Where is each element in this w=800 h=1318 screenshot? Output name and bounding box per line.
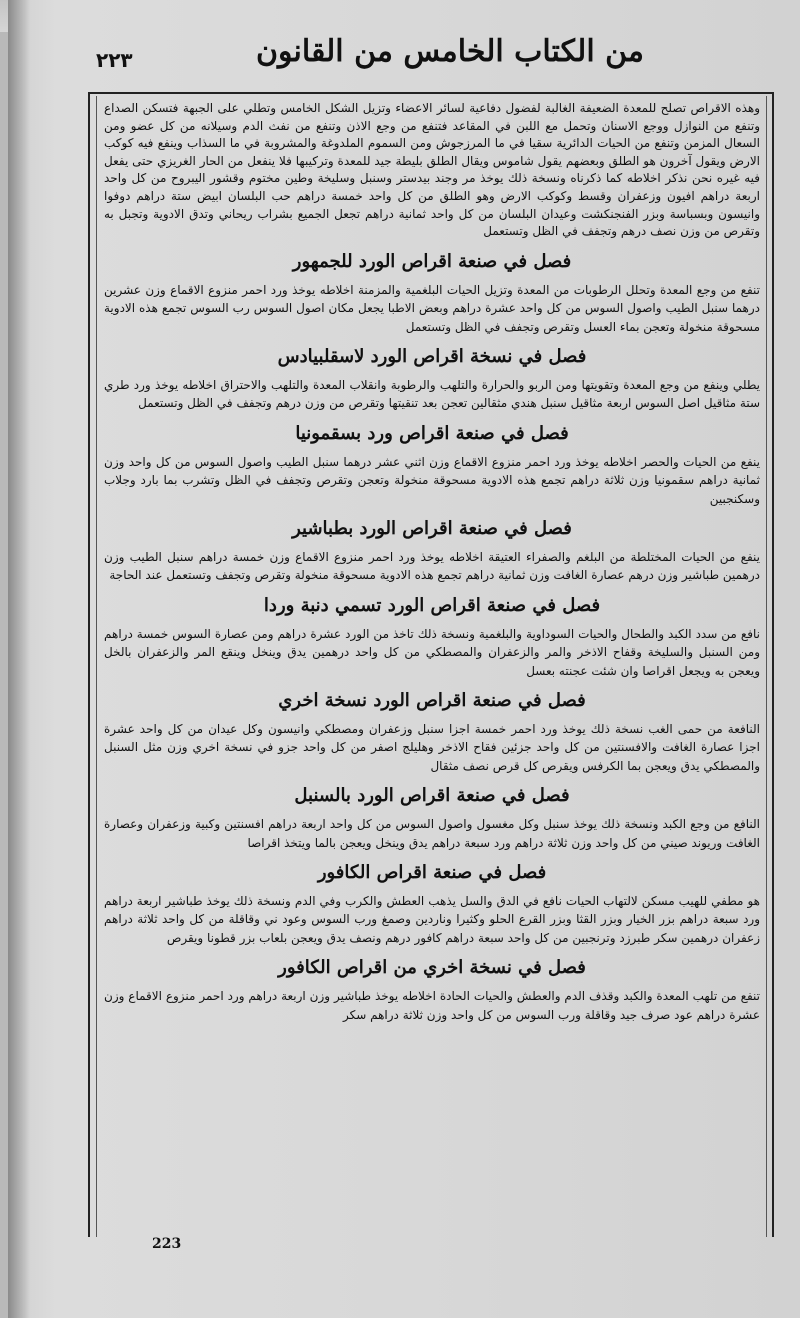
- section-heading: فصل في صنعة اقراص الورد للجمهور: [292, 250, 572, 272]
- section-heading: فصل في صنعة اقراص الورد نسخة اخري: [278, 690, 586, 712]
- section: [104, 955, 760, 1024]
- section-heading: فصل في صنعة اقراص الورد تسمي دنبة وردا: [263, 594, 601, 616]
- intro-paragraph: وهذه الاقراص تصلح للمعدة الضعيفة الغالبة لفضول دفاعية لسائر الاعضاء وتزيل الشكل الخامس وتطلي على الجبهة فتسكن الصداع وتنفع من النوازل ووجع الاسنان وتحمل مع اللبن في المقاعد فتنفع من وجع الاذن وتنفع من نفث الدم وسيلانه من كل عضو ومن السعال المزمن وتنفع من الحيات الدائرية سقيا في ما المرزجوش ومن السموم الملدوغة والمشروبة في ما السذاب وينفع فيه كوكب الارض ويقول آخرون هو الطلق وبعضهم يقول شاموس ويقال الطلق بليطة جيد للمعدة وتركيبها فلا ينفعل من الحار الغريزي حتى يفعل فيه غيره نحن نذكر اخلاطه كما ذكرناه ونسخة ذلك يوخذ مر وجند بيدستر وسنبل وسليخة وطين مختوم وقشور اليبروح من كل واحد اربعة دراهم افيون وزعفران وقسط وكوكب الارض وهو الطلق من كل واحد خمسة دراهم حب البلسان ابيض ستة دراهم دوفوا وانيسون وبسباسة وبزر الفنجنكشت وعيدان البلسان من كل واحد ثمانية دراهم تجعل الجميع بشراب ريحاني وتدق الادوية وتجبل به وتقرص من وزن نصف درهم وتجفف في الظل وتستعمل: [104, 101, 760, 239]
- section-heading: فصل في نسخة اقراص الورد لاسقلبيادس: [277, 345, 587, 367]
- section: [104, 688, 760, 775]
- section: [104, 516, 760, 585]
- section: [104, 593, 760, 680]
- section: [104, 421, 760, 508]
- page-number-bottom: 223: [152, 1236, 182, 1252]
- section-text: ينفع من الحيات المختلطة من البلغم والصفراء العتيقة اخلاطه يوخذ ورد احمر منزوع الاقماع وزن خمسة دراهم سنبل الطيب وزن درهمين طباشير وزن درهم عصارة الغافت وزن ثمانية دراهم تجمع هذه الادوية مسحوقة منخولة وتقرص وتجفف وتستعمل عند الحاجة: [104, 550, 760, 583]
- section-text: النافع من وجع الكبد ونسخة ذلك يوخذ سنبل وكل مغسول واصول السوس من كل واحد اربعة دراهم افسنتين وكبية وزعفران وعصارة الغافت وريوند صيني من كل واحد وزن ثلاثة دراهم ورد سبعة دراهم يدق وينخل ويعجن بالما ويتخذ اقراصا: [104, 817, 760, 850]
- section-text: النافعة من حمى الغب نسخة ذلك يوخذ ورد احمر خمسة اجزا سنبل وزعفران ومصطكي وانيسون وكل عيدان من كل واحد عشرة اجزا عصارة الغافت والافسنتين من كل واحد جزئين فقاح الاذخر وهليلج اصفر من كل واحد جزو في نسخة اخري وزن مثل السنبل والمصطكي يدق ويعجن بما الكرفس ويقرص كل قرص نصف مثقال: [104, 722, 760, 773]
- section-heading: فصل في نسخة اخري من اقراص الكافور: [278, 957, 586, 979]
- section-heading: فصل في صنعة اقراص الورد بطباشير: [292, 518, 572, 539]
- section-heading: فصل في صنعة اقراص الورد بالسنبل: [294, 785, 570, 807]
- book-spine-shadow: [8, 0, 30, 1318]
- section-heading: فصل في صنعة اقراص ورد بسقمونيا: [295, 422, 569, 444]
- section-text: هو مطفي للهيب مسكن لالتهاب الحيات نافع في الدق والسل يذهب العطش والكرب وفي الدم ونسخة ذلك يوخذ طباشير اربعة دراهم ورد سبعة دراهم بزر الخيار وبزر القثا وبزر القرع الحلو وكثيرا وناردين وصمغ ورب السوس وعود ني وقاقلة من كل واحد ثلاثة دراهم زعفران درهمين سكر طبرزد وترنجبين من كل واحد سبعة دراهم كافور درهم ونصف يدق ويعجن بلعاب بزر قطونا ويقرص: [104, 894, 760, 945]
- section: [104, 344, 760, 413]
- page-number-top: ٢٢٣: [96, 48, 133, 72]
- section-text: تنفع من وجع المعدة وتحلل الرطوبات من المعدة وتزيل الحيات البلغمية والمزمنة اخلاطه يوخذ ورد احمر منزوع الاقماع وزن عشرين درهما سنبل الطيب واصول السوس من كل واحد عشرة دراهم وبعض الاطبا يجعل مكان اصول السوس رب السوس تجمع هذه الادوية مسحوقة منخولة وتعجن بماء العسل وتقرص وتجفف في الظل وتستعمل: [104, 282, 760, 334]
- page-body: [104, 100, 760, 1024]
- section: [104, 249, 760, 336]
- running-head: من الكتاب الخامس من القانون: [255, 34, 645, 69]
- section-text: ينفع من الحيات والحصر اخلاطه يوخذ ورد احمر منزوع الاقماع وزن اثني عشر درهما سنبل الطيب واصول السوس من كل واحد وزن ثمانية دراهم سقمونيا وزن ثلاثة دراهم تجمع هذه الادوية مسحوقة منخولة وتعجن وتقرص وتجفف في الظل وتشرب بما بارد وجلاب وسكنجبين: [104, 454, 760, 506]
- section-text: تنفع من تلهب المعدة والكبد وقذف الدم والعطش والحيات الحادة اخلاطه يوخذ طباشير وزن اربعة دراهم ورد احمر منزوع الاقماع وزن عشرة دراهم عود صرف جيد وقاقلة ورب السوس من كل واحد وزن ثلاثة دراهم سكر: [104, 989, 760, 1022]
- section-heading: فصل في صنعة اقراص الكافور: [317, 862, 547, 884]
- section: [104, 860, 760, 947]
- section-text: يطلي وينفع من وجع المعدة وتقويتها ومن الربو والحرارة والتلهب والرطوبة وانقلاب المعدة والتلهب والاحتراق اخلاطه يوخذ ورد طري ستة مثاقيل اصل السوس اربعة مثاقيل سنبل هندي مثقالين تعجن بعد تنقيتها وتقرص من وزن درهم وتجفف في الظل وتستعمل: [104, 377, 760, 411]
- section: [104, 783, 760, 852]
- section-text: نافع من سدد الكبد والطحال والحيات السوداوية والبلغمية ونسخة ذلك تاخذ من الورد عشرة دراهم ومن عصارة السوس خمسة دراهم ومن السنبل والسليخة وقفاح الاذخر والمر والزعفران والمصطكي من كل واحد درهمين يدق وينخل وينقع المر والزعفران بالخل ويعجن به ويجعل اقراصا وان شئت عجنته بعسل: [104, 626, 760, 678]
